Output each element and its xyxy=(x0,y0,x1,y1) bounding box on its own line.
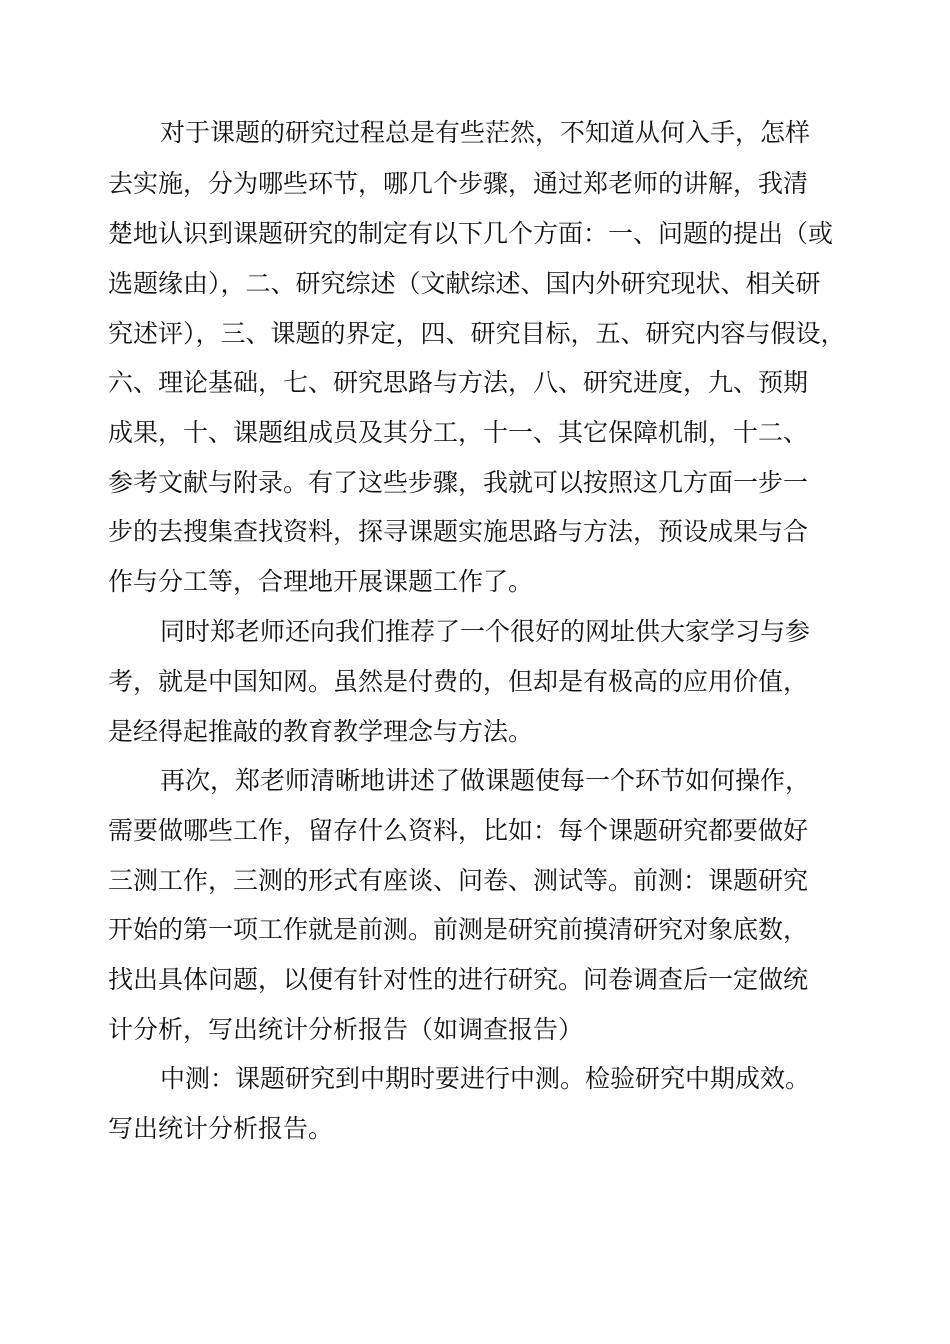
text-line: 中测：课题研究到中期时要进行中测。检验研究中期成效。 xyxy=(160,1064,811,1093)
text-line: 成果，十、课题组成员及其分工，十一、其它保障机制，十二、 xyxy=(108,418,809,447)
text-line: 对于课题的研究过程总是有些茫然，不知道从何入手，怎样 xyxy=(160,118,811,147)
text-line: 究述评），三、课题的界定，四、研究目标，五、研究内容与假设， xyxy=(108,319,846,348)
text-line: 作与分工等，合理地开展课题工作了。 xyxy=(108,567,534,596)
text-line: 选题缘由），二、研究综述（文献综述、国内外研究现状、相关研 xyxy=(108,269,821,298)
text-line: 是经得起推敲的教育教学理念与方法。 xyxy=(108,717,534,746)
text-line: 开始的第一项工作就是前测。前测是研究前摸清研究对象底数， xyxy=(108,915,809,944)
text-line: 写出统计分析报告。 xyxy=(108,1114,334,1143)
text-line: 参考文献与附录。有了这些步骤，我就可以按照这几方面一步一 xyxy=(108,468,809,497)
text-line: 找出具体问题，以便有针对性的进行研究。问卷调查后一定做统 xyxy=(108,965,809,994)
text-line: 再次，郑老师清晰地讲述了做课题使每一个环节如何操作， xyxy=(160,766,811,795)
text-line: 考，就是中国知网。虽然是付费的，但却是有极高的应用价值， xyxy=(108,667,809,696)
text-line: 去实施，分为哪些环节，哪几个步骤，通过郑老师的讲解，我清 xyxy=(108,169,809,198)
text-line: 需要做哪些工作，留存什么资料，比如：每个课题研究都要做好 xyxy=(108,816,809,845)
text-line: 楚地认识到课题研究的制定有以下几个方面：一、问题的提出（或 xyxy=(108,219,834,248)
text-line: 三测工作，三测的形式有座谈、问卷、测试等。前测：课题研究 xyxy=(108,866,809,895)
text-line: 六、理论基础，七、研究思路与方法，八、研究进度，九、预期 xyxy=(108,368,809,397)
text-line: 同时郑老师还向我们推荐了一个很好的网址供大家学习与参 xyxy=(160,617,811,646)
text-line: 步的去搜集查找资料，探寻课题实施思路与方法，预设成果与合 xyxy=(108,517,809,546)
text-line: 计分析，写出统计分析报告（如调查报告） xyxy=(108,1015,584,1044)
